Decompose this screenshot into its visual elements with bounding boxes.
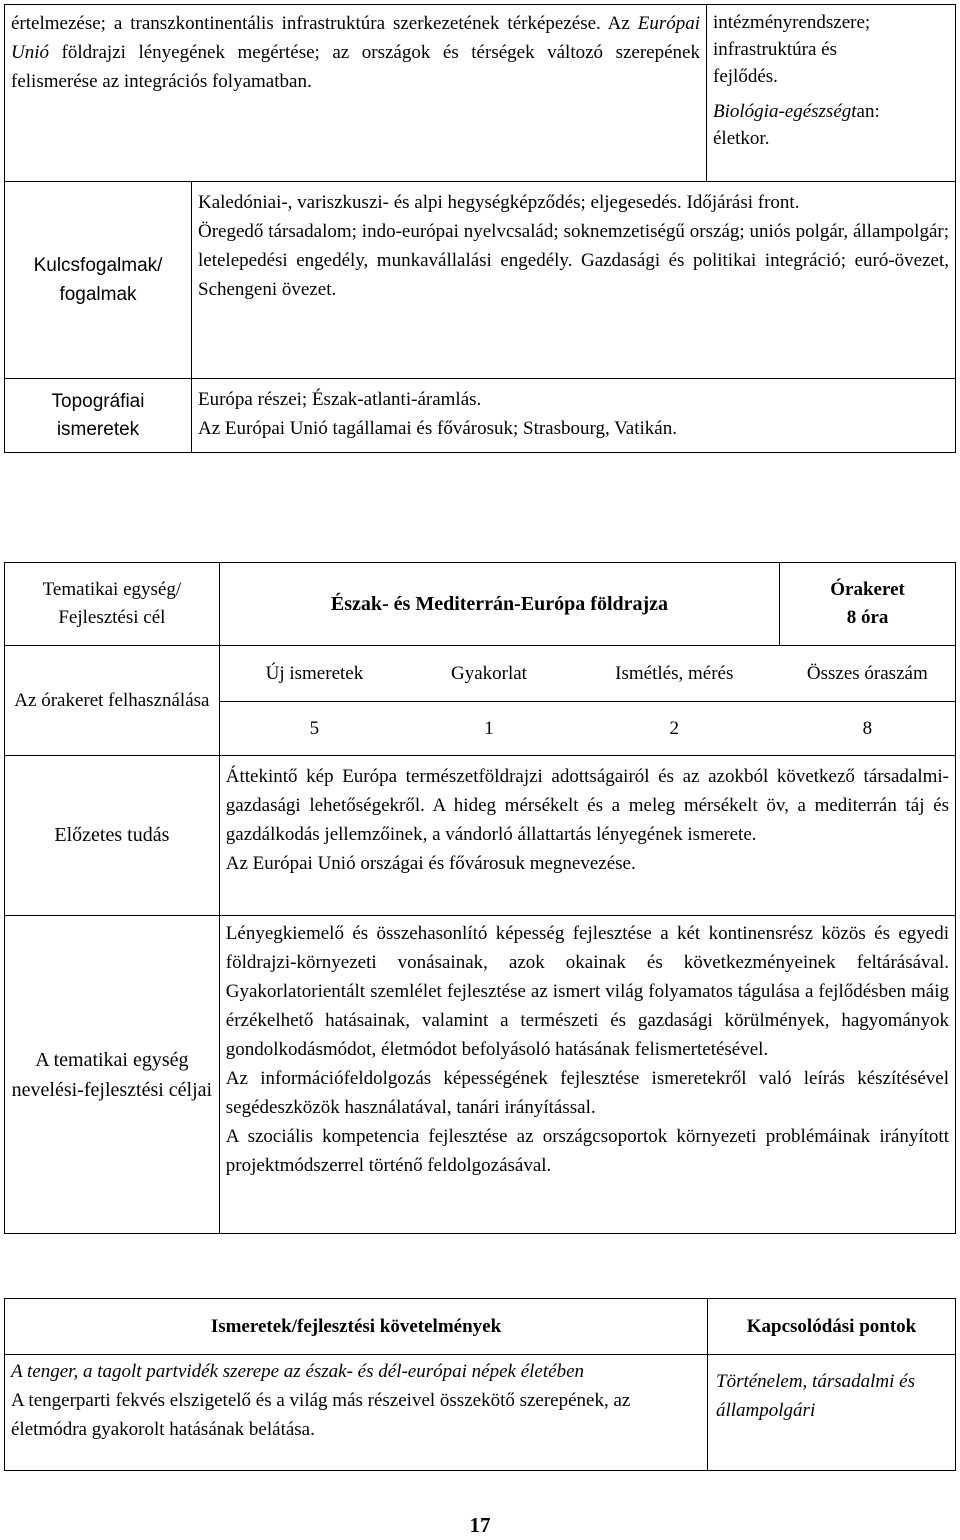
page-number: 17 — [469, 1513, 491, 1537]
felhasznalas-label — [5, 646, 220, 756]
goals-text-a: értelmezése; a transzkontinentális infrastruktúra szerkezetének térképezése. Az — [11, 13, 638, 34]
value-gyakorlat: 1 — [484, 718, 494, 739]
links-subject-italic: Biológia-egészségt — [713, 101, 857, 122]
links-line: fejlődés. — [713, 66, 778, 87]
celok-label-text: A tematikai egység nevelési-fejlesztési céljai — [11, 1048, 213, 1101]
links-content — [708, 1355, 956, 1471]
topografiai-p1: Európa részei; Észak-atlanti-áramlás. — [198, 389, 482, 410]
kulcsfogalmak-label — [5, 182, 192, 379]
orakeret-label: Órakeret — [830, 579, 905, 600]
celok-label — [5, 916, 220, 1234]
elozetes-label-text: Előzetes tudás — [54, 824, 170, 846]
topografiai-p2: Az Európai Unió tagállamai és fővárosuk; Strasbourg, Vatikán. — [198, 418, 677, 439]
requirements-header — [5, 1299, 708, 1355]
links-subject-rest: an: — [856, 101, 880, 122]
col-osszes: Összes óraszám — [806, 663, 928, 684]
col-gyakorlat: Gyakorlat — [450, 663, 527, 684]
celok-p1: Lényegkiemelő és összehasonlító képesség fejlesztése a két kontinensrész közös és egyedi földrajzi-környezeti vonásainak, azok okainak és következményeinek feltárásával. Gyakorlatorientált szemlélet fejlesztése az ismert világ folyamatos tágulása a fejlődésben máig érzékelhető hatásainak, valamint a természeti és gazdasági körülmények, hagyományok gondolkodásmódot, életmódot befolyásoló hatásának felismertetésével. — [225, 923, 949, 1060]
col-header — [780, 646, 956, 702]
value-cell — [409, 702, 569, 756]
celok-p3: A szociális kompetencia fejlesztése az országcsoportok környezeti problémáinak irányított projektmódszerrel történő feldolgozásával. — [225, 1126, 949, 1176]
col-header — [409, 646, 569, 702]
requirements-content — [5, 1355, 708, 1471]
requirements-p1: A tenger, a tagolt partvidék szerepe az észak- és dél-európai népek életében — [11, 1361, 584, 1382]
value-osszes: 8 — [862, 718, 873, 739]
celok-content — [219, 916, 955, 1234]
elozetes-content — [219, 756, 955, 916]
kulcsfogalmak-label-text: Kulcsfogalmak/ fogalmak — [33, 255, 163, 305]
col-uj-ismeretek: Új ismeretek — [265, 663, 364, 684]
orakeret-cell — [780, 563, 956, 646]
unit-title-text: Észak- és Mediterrán-Európa földrajza — [330, 592, 669, 615]
links-header-text: Kapcsolódási pontok — [746, 1316, 917, 1337]
links-line: intézményrendszere; — [713, 12, 871, 33]
kulcsfogalmak-content — [192, 182, 956, 379]
felhasznalas-label-text: Az órakeret felhasználása — [14, 690, 210, 711]
orakeret-value: 8 óra — [846, 607, 889, 628]
kulcsfogalmak-p1: Kaledóniai-, variszkuszi- és alpi hegységképződés; eljegesedés. Időjárási front. — [198, 192, 800, 213]
value-cell — [780, 702, 956, 756]
links-continuation-cell — [707, 5, 956, 182]
col-ismetles: Ismétlés, mérés — [615, 663, 734, 684]
elozetes-p1: Áttekintő kép Európa természetföldrajzi adottságairól és az azokból következő társadalmi-gazdasági lehetőségekről. A hideg mérsékelt és a meleg mérsékelt öv, a mediterrán táj és gazdálkodás jellemzőinek, a vándorló állattartás lényegének ismerete. — [225, 766, 949, 845]
requirements-header-text: Ismeretek/fejlesztési követelmények — [210, 1316, 502, 1337]
value-uj: 5 — [309, 718, 320, 739]
elozetes-p2: Az Európai Unió országai és fővárosuk megnevezése. — [225, 853, 636, 874]
value-cell — [219, 702, 409, 756]
col-header — [569, 646, 780, 702]
tematikai-label-text: Tematikai egység/ Fejlesztési cél — [42, 579, 182, 628]
links-header — [708, 1299, 956, 1355]
topografiai-label-text: Topográfiai ismeretek — [51, 390, 145, 440]
topografiai-content — [192, 379, 956, 453]
thematic-unit-table — [4, 562, 956, 1234]
links-line: életkor. — [713, 128, 770, 149]
requirements-table — [4, 1298, 956, 1471]
goals-text-b: földrajzi lényegének megértése; az országok és térségek változó szerepének felismerése az integrációs folyamatban. — [11, 42, 700, 92]
value-ismetles: 2 — [669, 718, 680, 739]
requirements-p2: A tengerparti fekvés elszigetelő és a világ más részeivel összekötő szerepének, az életmódra gyakorolt hatásának belátása. — [11, 1390, 631, 1440]
links-line: infrastruktúra és — [713, 39, 837, 60]
value-cell — [569, 702, 780, 756]
topografiai-label — [5, 379, 192, 453]
links-content-text: Történelem, társadalmi és állampolgári — [716, 1371, 915, 1421]
goals-text-italic: Európai Unió — [11, 13, 700, 63]
goals-continuation-cell — [5, 5, 707, 182]
col-header — [219, 646, 409, 702]
unit-title — [219, 563, 779, 646]
elozetes-label — [5, 756, 220, 916]
table-continuation — [4, 4, 956, 453]
kulcsfogalmak-p2: Öregedő társadalom; indo-európai nyelvcsalád; soknemzetiségű ország; uniós polgár, állampolgár; letelepedési engedély, munkavállalási engedély. Gazdasági és politikai integráció; euró-övezet, Schengeni övezet. — [198, 221, 949, 300]
celok-p2: Az információfeldolgozás képességének fejlesztése ismeretekről való leírás készítésével segédeszközök használatával, tanári irányítással. — [225, 1068, 949, 1118]
tematikai-label — [5, 563, 220, 646]
